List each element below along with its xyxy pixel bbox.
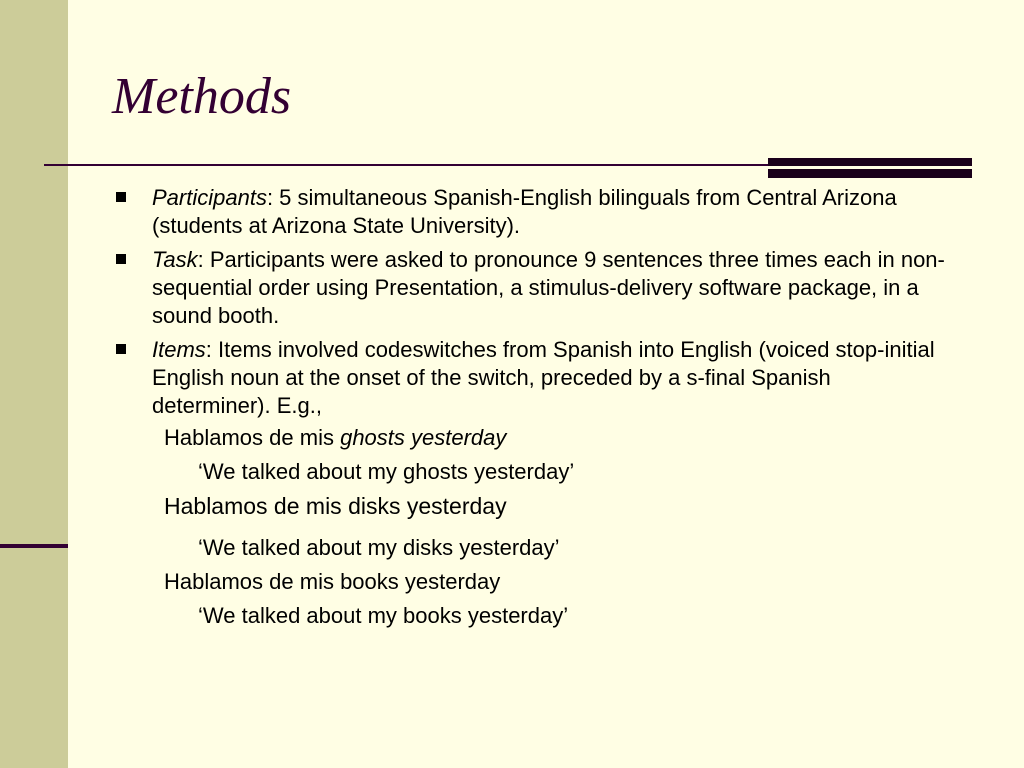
example-translation-2: ‘We talked about my disks yesterday’ <box>198 535 560 560</box>
left-decorative-band <box>0 0 68 768</box>
title-divider-thick <box>768 158 972 178</box>
example-translation-1: ‘We talked about my ghosts yesterday’ <box>198 459 575 484</box>
bullet-task <box>112 246 952 330</box>
example-spanish: Hablamos de mis <box>164 425 341 450</box>
bullet-text: : Items involved codeswitches from Spanish into English (voiced stop-initial English noun at the onset of the switch, preceded by a s-final Spanish determiner). E.g., <box>152 337 935 418</box>
example-sentence-3: Hablamos de mis books yesterday <box>164 569 501 594</box>
example-switch: ghosts yesterday <box>340 425 507 450</box>
bullet-items <box>112 336 952 420</box>
square-bullet-icon <box>116 254 126 264</box>
title-divider-thin <box>44 164 772 166</box>
bullet-participants <box>112 184 952 240</box>
square-bullet-icon <box>116 192 126 202</box>
bullet-label: Items <box>152 337 206 362</box>
example-sentence-2: Hablamos de mis disks yesterday <box>164 493 507 519</box>
slide-title: Methods <box>112 68 292 125</box>
bullet-label: Task <box>152 247 198 272</box>
example-sentence-1 <box>164 424 506 452</box>
bullet-text: : Participants were asked to pronounce 9 sentences three times each in non-sequential order using Presentation, a stimulus-delivery software package, in a sound booth. <box>152 247 945 328</box>
bullet-text: : 5 simultaneous Spanish-English bilinguals from Central Arizona (students at Arizona State University). <box>152 185 897 238</box>
square-bullet-icon <box>116 344 126 354</box>
bullet-label: Participants <box>152 185 267 210</box>
slide-body <box>112 184 952 628</box>
left-band-accent-line <box>0 544 68 548</box>
example-translation-3: ‘We talked about my books yesterday’ <box>198 603 569 628</box>
